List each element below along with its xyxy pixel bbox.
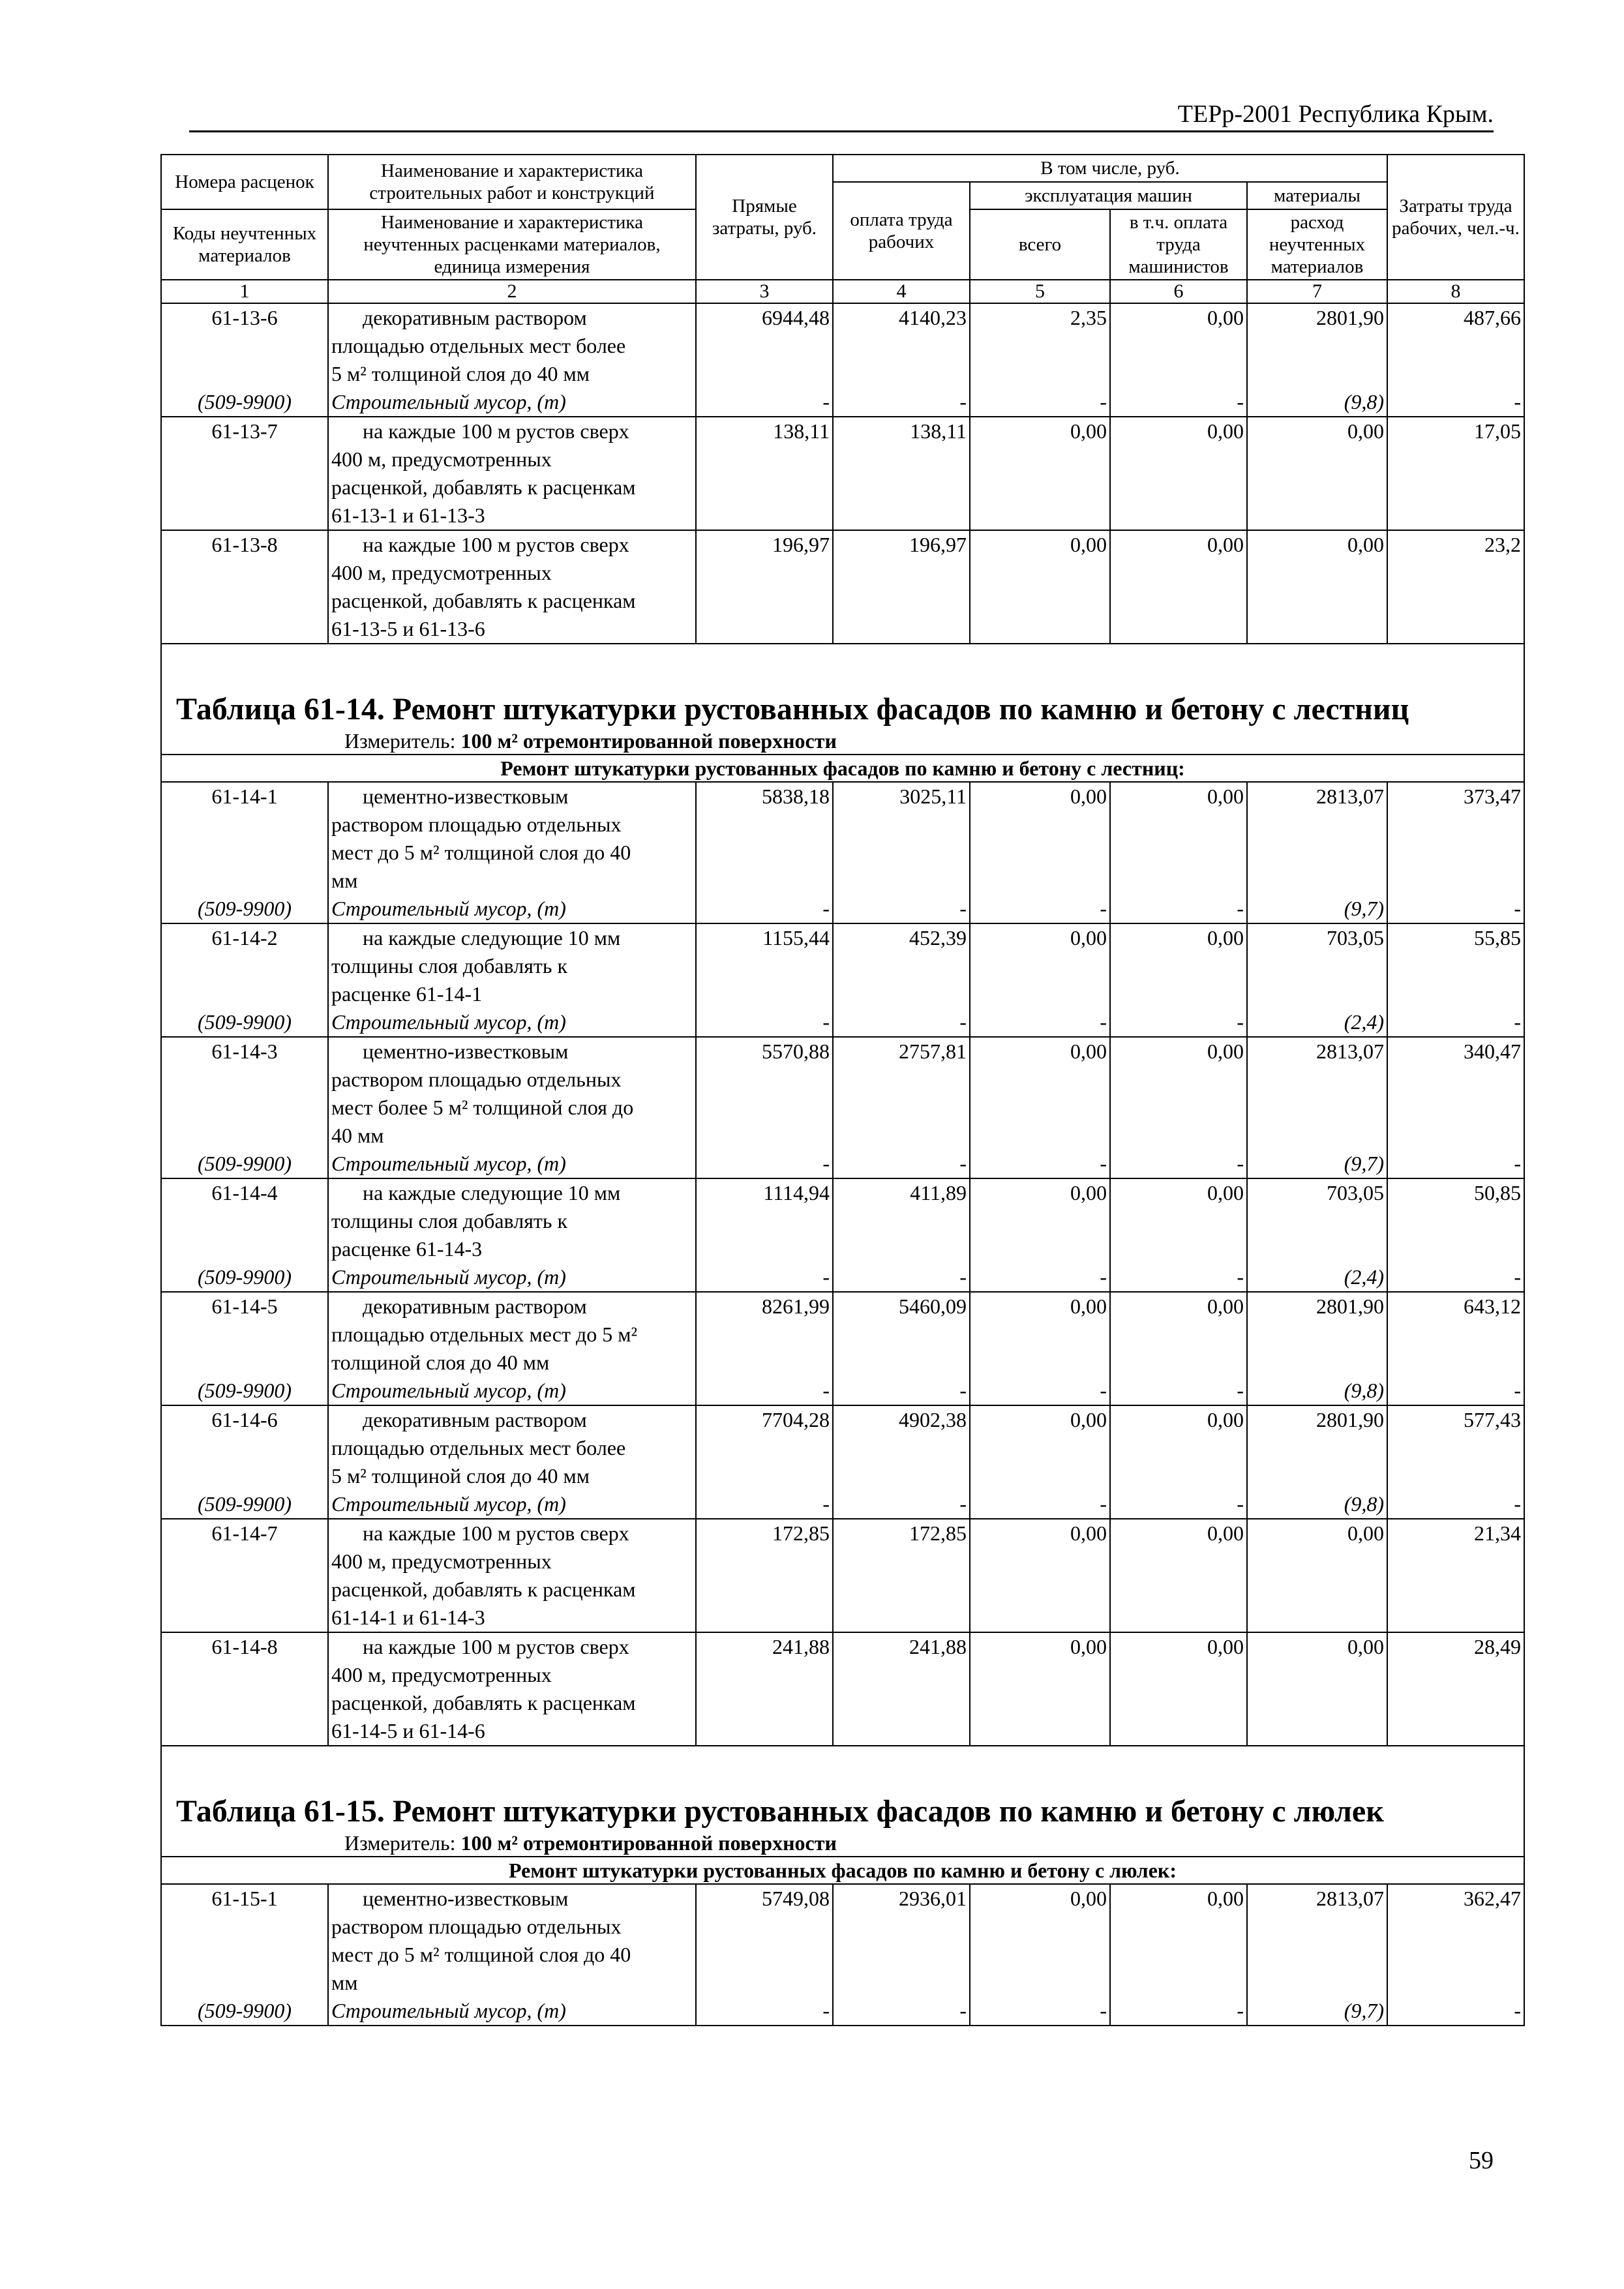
material-machines-total: - (970, 1997, 1110, 2026)
material-labor-cost: - (833, 1008, 970, 1037)
labor-cost: 196,97 (833, 530, 970, 644)
description-line: 5 м² толщиной слоя до 40 мм (331, 1464, 590, 1488)
material-labor-hours: - (1387, 1150, 1524, 1178)
material-materials: (9,7) (1247, 1150, 1387, 1178)
rate-description (328, 923, 696, 1008)
col-head-incl: В том числе, руб. (833, 155, 1387, 182)
description-line: декоративным раствором (363, 1408, 587, 1431)
material-materials: (9,8) (1247, 388, 1387, 417)
machinists-labor: 0,00 (1110, 1405, 1247, 1490)
material-machines-total: - (970, 1263, 1110, 1292)
description-line: мм (331, 869, 358, 892)
direct-cost: 1155,44 (696, 923, 833, 1008)
labor-hours: 643,12 (1387, 1292, 1524, 1377)
rate-description (328, 303, 696, 388)
table-row (161, 782, 1524, 895)
machines-total: 0,00 (970, 1632, 1110, 1746)
material-labor-hours: - (1387, 1997, 1524, 2026)
material-direct-cost: - (696, 1008, 833, 1037)
header-rule (189, 130, 1494, 132)
machinists-labor: 0,00 (1110, 1292, 1247, 1377)
labor-cost: 241,88 (833, 1632, 970, 1746)
col-head-mach-incl: в т.ч. оплата труда машинистов (1110, 209, 1247, 280)
machinists-labor: 0,00 (1110, 1884, 1247, 1997)
table-61-14-heading (161, 644, 1524, 782)
machines-total: 0,00 (970, 1519, 1110, 1632)
rates-table (160, 154, 1525, 2026)
measure-line (161, 1830, 1524, 1857)
unaccounted-material-row (161, 1997, 1524, 2026)
table-row (161, 1178, 1524, 1263)
table-row (161, 1292, 1524, 1377)
unaccounted-material-row (161, 1150, 1524, 1178)
labor-cost: 2757,81 (833, 1037, 970, 1150)
description-line: мм (331, 1971, 358, 1994)
table-61-15-heading (161, 1746, 1524, 1884)
measure-label: Измеритель: (344, 729, 456, 753)
unaccounted-material-row (161, 1263, 1524, 1292)
description-line: раствором площадью отдельных (331, 1068, 622, 1091)
material-machines-total: - (970, 895, 1110, 923)
machines-total: 0,00 (970, 530, 1110, 644)
materials: 703,05 (1247, 1178, 1387, 1263)
description-line: цементно-известковым (363, 1887, 569, 1910)
table-61-15-rows (161, 1884, 1524, 2026)
labor-cost: 452,39 (833, 923, 970, 1008)
description-line: на каждые 100 м рустов сверх (363, 1635, 629, 1658)
material-description: Строительный мусор, (т) (328, 1263, 696, 1292)
machines-total: 0,00 (970, 1037, 1110, 1150)
description-line: мест до 5 м² толщиной слоя до 40 (331, 841, 631, 864)
col-num: 7 (1247, 280, 1387, 303)
col-num: 6 (1110, 280, 1247, 303)
unaccounted-material-row (161, 1008, 1524, 1037)
rate-description (328, 1292, 696, 1377)
description-line: расценкой, добавлять к расценкам (331, 589, 636, 612)
labor-hours: 28,49 (1387, 1632, 1524, 1746)
col-num: 8 (1387, 280, 1524, 303)
machinists-labor: 0,00 (1110, 530, 1247, 644)
materials: 2813,07 (1247, 1884, 1387, 1997)
material-machinists-labor: - (1110, 1263, 1247, 1292)
material-materials: (9,8) (1247, 1490, 1387, 1519)
machinists-labor: 0,00 (1110, 923, 1247, 1008)
measure-value: 100 м² отремонтированной поверхности (460, 1831, 837, 1855)
labor-hours: 373,47 (1387, 782, 1524, 895)
description-line: на каждые следующие 10 мм (363, 1181, 621, 1204)
labor-hours: 487,66 (1387, 303, 1524, 388)
table-row (161, 303, 1524, 388)
table-row (161, 1405, 1524, 1490)
materials: 0,00 (1247, 530, 1387, 644)
material-labor-hours: - (1387, 1008, 1524, 1037)
description-line: цементно-известковым (363, 785, 569, 808)
description-line: площадью отдельных мест до 5 м² (331, 1323, 638, 1346)
material-description: Строительный мусор, (т) (328, 1150, 696, 1178)
machinists-labor: 0,00 (1110, 782, 1247, 895)
description-line: на каждые 100 м рустов сверх (363, 533, 629, 556)
labor-cost: 5460,09 (833, 1292, 970, 1377)
direct-cost: 7704,28 (696, 1405, 833, 1490)
rate-code: 61-14-4 (161, 1178, 328, 1263)
col-head-materials: материалы (1247, 182, 1387, 209)
description-line: декоративным раствором (363, 306, 587, 329)
col-num: 1 (161, 280, 328, 303)
direct-cost: 5570,88 (696, 1037, 833, 1150)
description-line: толщины слоя добавлять к (331, 1209, 568, 1233)
page-number: 59 (1469, 2147, 1494, 2174)
rate-code: 61-14-1 (161, 782, 328, 895)
page-header: ТЕРр-2001 Республика Крым. (1177, 100, 1494, 128)
rate-description (328, 1884, 696, 1997)
col-head-labor-cost: оплата труда рабочих (833, 182, 970, 280)
material-machines-total: - (970, 1008, 1110, 1037)
description-line: толщиной слоя до 40 мм (331, 1351, 550, 1374)
material-labor-cost: - (833, 895, 970, 923)
col-head-codes: Номера расценок (161, 155, 328, 209)
machines-total: 0,00 (970, 1884, 1110, 1997)
machines-total: 2,35 (970, 303, 1110, 388)
table-61-14-rows (161, 782, 1524, 1746)
materials: 0,00 (1247, 1519, 1387, 1632)
materials: 2801,90 (1247, 1405, 1387, 1490)
materials: 703,05 (1247, 923, 1387, 1008)
machines-total: 0,00 (970, 782, 1110, 895)
material-description: Строительный мусор, (т) (328, 1377, 696, 1405)
material-labor-cost: - (833, 1997, 970, 2026)
rate-description (328, 1519, 696, 1632)
machines-total: 0,00 (970, 417, 1110, 530)
unaccounted-material-row (161, 388, 1524, 417)
material-description: Строительный мусор, (т) (328, 1997, 696, 2026)
description-line: цементно-известковым (363, 1040, 569, 1063)
material-direct-cost: - (696, 1997, 833, 2026)
labor-hours: 23,2 (1387, 530, 1524, 644)
rate-code: 61-14-8 (161, 1632, 328, 1746)
labor-hours: 21,34 (1387, 1519, 1524, 1632)
material-machinists-labor: - (1110, 895, 1247, 923)
rate-code: 61-13-7 (161, 417, 328, 530)
material-code: (509-9900) (161, 895, 328, 923)
material-materials: (9,7) (1247, 895, 1387, 923)
direct-cost: 6944,48 (696, 303, 833, 388)
col-head-name: Наименование и характеристика строительных работ и конструкций (328, 155, 696, 209)
rate-code: 61-15-1 (161, 1884, 328, 1997)
description-line: 400 м, предусмотренных (331, 1663, 552, 1686)
col-num: 5 (970, 280, 1110, 303)
direct-cost: 5749,08 (696, 1884, 833, 1997)
labor-hours: 50,85 (1387, 1178, 1524, 1263)
description-line: мест до 5 м² толщиной слоя до 40 (331, 1943, 631, 1966)
table-row (161, 923, 1524, 1008)
material-direct-cost: - (696, 895, 833, 923)
material-description: Строительный мусор, (т) (328, 388, 696, 417)
description-line: 400 м, предусмотренных (331, 561, 552, 584)
direct-cost: 5838,18 (696, 782, 833, 895)
machinists-labor: 0,00 (1110, 303, 1247, 388)
machines-total: 0,00 (970, 1292, 1110, 1377)
material-direct-cost: - (696, 1377, 833, 1405)
table-row (161, 1884, 1524, 1997)
material-labor-hours: - (1387, 1263, 1524, 1292)
labor-cost: 411,89 (833, 1178, 970, 1263)
material-machinists-labor: - (1110, 1150, 1247, 1178)
labor-hours: 340,47 (1387, 1037, 1524, 1150)
col-head-direct: Прямые затраты, руб. (696, 155, 833, 280)
direct-cost: 241,88 (696, 1632, 833, 1746)
materials: 2813,07 (1247, 1037, 1387, 1150)
description-line: площадью отдельных мест более (331, 1436, 626, 1459)
table-title: Таблица 61-14. Ремонт штукатурки рустованных фасадов по камню и бетону с лестниц (161, 691, 1524, 728)
description-line: на каждые 100 м рустов сверх (363, 1521, 629, 1545)
machinists-labor: 0,00 (1110, 1632, 1247, 1746)
material-materials: (9,7) (1247, 1997, 1387, 2026)
material-labor-cost: - (833, 388, 970, 417)
labor-hours: 362,47 (1387, 1884, 1524, 1997)
col-head-mat-unacc: расход неучтенных материалов (1247, 209, 1387, 280)
material-code: (509-9900) (161, 1377, 328, 1405)
material-code: (509-9900) (161, 388, 328, 417)
material-machinists-labor: - (1110, 1490, 1247, 1519)
labor-cost: 3025,11 (833, 782, 970, 895)
material-direct-cost: - (696, 1490, 833, 1519)
material-machinists-labor: - (1110, 1377, 1247, 1405)
material-description: Строительный мусор, (т) (328, 1008, 696, 1037)
materials: 0,00 (1247, 1632, 1387, 1746)
table-row (161, 1037, 1524, 1150)
material-labor-hours: - (1387, 1377, 1524, 1405)
labor-cost: 4902,38 (833, 1405, 970, 1490)
col-head-labor: Затраты труда рабочих, чел.-ч. (1387, 155, 1524, 280)
machinists-labor: 0,00 (1110, 417, 1247, 530)
material-description: Строительный мусор, (т) (328, 895, 696, 923)
rate-code: 61-13-8 (161, 530, 328, 644)
col-head-machines: эксплуатация машин (970, 182, 1247, 209)
rate-description (328, 1037, 696, 1150)
rate-description (328, 530, 696, 644)
materials: 0,00 (1247, 417, 1387, 530)
material-direct-cost: - (696, 388, 833, 417)
labor-cost: 138,11 (833, 417, 970, 530)
table-row (161, 530, 1524, 644)
rate-code: 61-14-6 (161, 1405, 328, 1490)
material-materials: (2,4) (1247, 1008, 1387, 1037)
col-num: 4 (833, 280, 970, 303)
table-title: Таблица 61-15. Ремонт штукатурки рустованных фасадов по камню и бетону с люлек (161, 1793, 1524, 1830)
material-labor-hours: - (1387, 895, 1524, 923)
description-line: раствором площадью отдельных (331, 1915, 622, 1938)
description-line: расценкой, добавлять к расценкам (331, 1691, 636, 1714)
direct-cost: 172,85 (696, 1519, 833, 1632)
col-head-name2: Наименование и характеристика неучтенных расценками материалов, единица измерения (328, 209, 696, 280)
material-code: (509-9900) (161, 1997, 328, 2026)
materials: 2801,90 (1247, 1292, 1387, 1377)
material-direct-cost: - (696, 1263, 833, 1292)
description-line: 5 м² толщиной слоя до 40 мм (331, 362, 590, 385)
unaccounted-material-row (161, 895, 1524, 923)
materials: 2813,07 (1247, 782, 1387, 895)
description-line: расценкой, добавлять к расценкам (331, 475, 636, 499)
measure-value: 100 м² отремонтированной поверхности (460, 729, 837, 753)
material-labor-hours: - (1387, 388, 1524, 417)
direct-cost: 8261,99 (696, 1292, 833, 1377)
unaccounted-material-row (161, 1490, 1524, 1519)
material-labor-cost: - (833, 1263, 970, 1292)
description-line: раствором площадью отдельных (331, 813, 622, 836)
rate-code: 61-14-3 (161, 1037, 328, 1150)
direct-cost: 138,11 (696, 417, 833, 530)
material-materials: (2,4) (1247, 1263, 1387, 1292)
table-row (161, 1519, 1524, 1632)
labor-cost: 172,85 (833, 1519, 970, 1632)
description-line: 400 м, предусмотренных (331, 447, 552, 471)
section-subheading: Ремонт штукатурки рустованных фасадов по камню и бетону с люлек: (161, 1857, 1524, 1884)
rate-description (328, 1632, 696, 1746)
unaccounted-material-row (161, 1377, 1524, 1405)
col-num: 2 (328, 280, 696, 303)
material-labor-cost: - (833, 1377, 970, 1405)
direct-cost: 196,97 (696, 530, 833, 644)
rate-code: 61-14-2 (161, 923, 328, 1008)
material-labor-cost: - (833, 1150, 970, 1178)
description-line: 61-14-5 и 61-14-6 (331, 1719, 485, 1743)
material-labor-cost: - (833, 1490, 970, 1519)
description-line: мест более 5 м² толщиной слоя до (331, 1096, 634, 1119)
description-line: 61-14-1 и 61-14-3 (331, 1606, 485, 1629)
description-line: расценке 61-14-1 (331, 982, 483, 1006)
measure-label: Измеритель: (344, 1831, 456, 1855)
material-labor-hours: - (1387, 1490, 1524, 1519)
labor-hours: 577,43 (1387, 1405, 1524, 1490)
material-code: (509-9900) (161, 1263, 328, 1292)
rate-description (328, 417, 696, 530)
description-line: 61-13-1 и 61-13-3 (331, 503, 485, 527)
materials: 2801,90 (1247, 303, 1387, 388)
rate-code: 61-13-6 (161, 303, 328, 388)
rate-description (328, 782, 696, 895)
labor-cost: 4140,23 (833, 303, 970, 388)
description-line: 400 м, предусмотренных (331, 1549, 552, 1573)
col-head-mach-total: всего (970, 209, 1110, 280)
material-code: (509-9900) (161, 1150, 328, 1178)
material-machines-total: - (970, 1490, 1110, 1519)
col-head-codes2: Коды неучтенных материалов (161, 209, 328, 280)
material-code: (509-9900) (161, 1490, 328, 1519)
rate-description (328, 1405, 696, 1490)
description-line: расценкой, добавлять к расценкам (331, 1578, 636, 1601)
material-materials: (9,8) (1247, 1377, 1387, 1405)
table-61-13-rows (161, 303, 1524, 644)
machines-total: 0,00 (970, 1405, 1110, 1490)
rate-description (328, 1178, 696, 1263)
description-line: на каждые 100 м рустов сверх (363, 419, 629, 443)
material-machinists-labor: - (1110, 1997, 1247, 2026)
description-line: расценке 61-14-3 (331, 1237, 483, 1261)
col-num: 3 (696, 280, 833, 303)
labor-hours: 17,05 (1387, 417, 1524, 530)
machinists-labor: 0,00 (1110, 1178, 1247, 1263)
description-line: площадью отдельных мест более (331, 334, 626, 357)
material-direct-cost: - (696, 1150, 833, 1178)
description-line: на каждые следующие 10 мм (363, 926, 621, 950)
machinists-labor: 0,00 (1110, 1037, 1247, 1150)
labor-hours: 55,85 (1387, 923, 1524, 1008)
table-row (161, 417, 1524, 530)
material-machinists-labor: - (1110, 1008, 1247, 1037)
description-line: декоративным раствором (363, 1294, 587, 1318)
material-description: Строительный мусор, (т) (328, 1490, 696, 1519)
machines-total: 0,00 (970, 1178, 1110, 1263)
material-machinists-labor: - (1110, 388, 1247, 417)
material-code: (509-9900) (161, 1008, 328, 1037)
rate-code: 61-14-5 (161, 1292, 328, 1377)
machines-total: 0,00 (970, 923, 1110, 1008)
rate-code: 61-14-7 (161, 1519, 328, 1632)
description-line: 40 мм (331, 1124, 384, 1147)
material-machines-total: - (970, 1150, 1110, 1178)
table-header (161, 155, 1524, 303)
direct-cost: 1114,94 (696, 1178, 833, 1263)
description-line: 61-13-5 и 61-13-6 (331, 617, 485, 640)
section-subheading: Ремонт штукатурки рустованных фасадов по камню и бетону с лестниц: (161, 755, 1524, 782)
measure-line (161, 728, 1524, 755)
material-machines-total: - (970, 1377, 1110, 1405)
machinists-labor: 0,00 (1110, 1519, 1247, 1632)
labor-cost: 2936,01 (833, 1884, 970, 1997)
material-machines-total: - (970, 388, 1110, 417)
table-row (161, 1632, 1524, 1746)
description-line: толщины слоя добавлять к (331, 954, 568, 978)
